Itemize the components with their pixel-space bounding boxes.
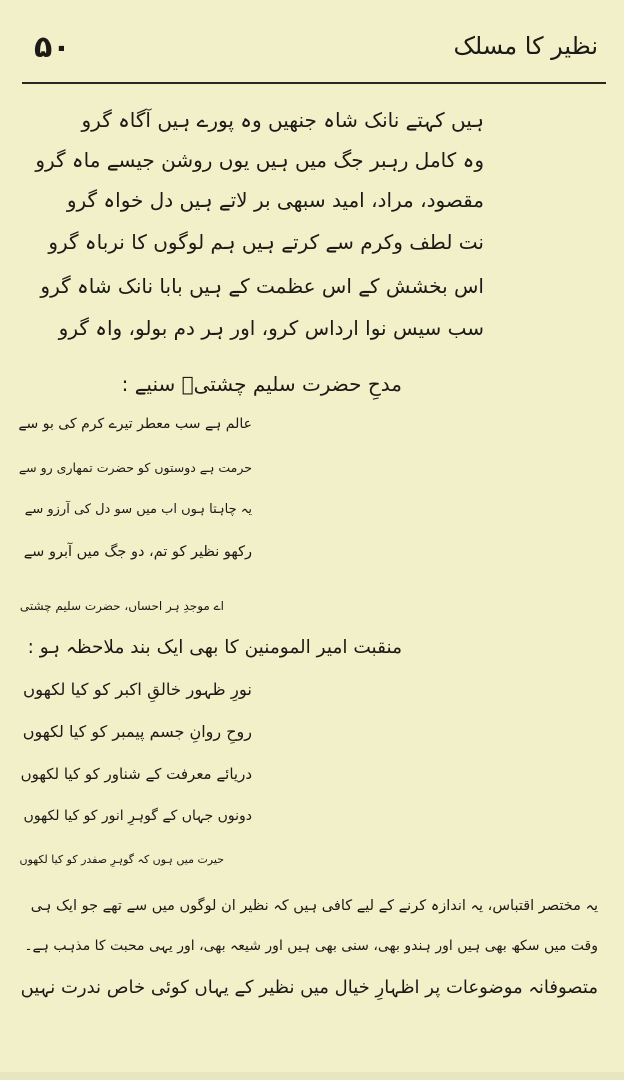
salim-verse-1: عالم ہے سب معطر تیرے کرم کی بو سے [18,416,252,432]
salim-verse-3: یہ چاہتا ہوں اب میں سو دل کی آرزو سے [24,502,252,517]
prose-line-2: وقت میں سکھ بھی ہیں اور ہندو بھی، سنی بھی ہیں اور شیعہ بھی، اور یہی محبت کا مذہب ہے۔ [24,938,598,954]
scan-bottom-edge [0,1072,624,1080]
nanak-verse-6: سب سیس نوا ارداس کرو، اور ہر دم بولو، واہ گرو [58,316,484,340]
manqabat-closing: حیرت میں ہوں کہ گوہرِ صفدر کو کیا لکھوں [19,853,224,866]
manqabat-verse-1: نورِ ظہور خالقِ اکبر کو کیا لکھوں [22,680,252,699]
salim-heading: مدحِ حضرت سلیم چشتیؒ سنیے : [121,372,402,396]
nanak-verse-4: نت لطف وکرم سے کرتے ہیں ہم لوگوں کا نرباہ گرو [48,230,484,254]
manqabat-verse-2: روحِ روانِ جسم پیمبر کو کیا لکھوں [22,722,252,741]
salim-verse-2: حرمت ہے دوستوں کو حضرت تمھاری رو سے [18,460,252,475]
salim-verse-4: رکھو نظیر کو تم، دو جگ میں آبرو سے [23,544,252,560]
nanak-verse-2: وہ کامل رہبر جگ میں ہیں یوں روشن جیسے ماہ گرو [35,148,484,172]
page-number: ۵۰ [34,30,71,65]
manqabat-heading: منقبت امیر المومنین کا بھی ایک بند ملاحظہ ہو : [27,637,402,658]
nanak-verse-1: ہیں کہتے نانک شاہ جنھیں وہ پورے ہیں آگاہ گرو [81,108,484,132]
header-rule [22,82,606,84]
nanak-verse-3: مقصود، مراد، امید سبھی بر لاتے ہیں دل خواہ گرو [66,188,484,212]
salim-closing: اے موجدِ ہر احساں، حضرت سلیم چشتی [19,599,224,613]
manqabat-verse-4: دونوں جہاں کے گوہرِ انور کو کیا لکھوں [23,808,252,824]
nanak-verse-5: اس بخشش کے اس عظمت کے ہیں بابا نانک شاہ گرو [40,274,484,298]
prose-line-1: یہ مختصر اقتباس، یہ اندازہ کرنے کے لیے کافی ہیں کہ نظیر ان لوگوں میں سے تھے جو ایک ہی [30,898,598,914]
running-title: نظیر کا مسلک [453,32,598,60]
prose-line-3: متصوفانہ موضوعات پر اظہارِ خیال میں نظیر کے یہاں کوئی خاص ندرت نہیں [20,977,598,998]
manqabat-verse-3: دریائے معرفت کے شناور کو کیا لکھوں [20,765,252,783]
